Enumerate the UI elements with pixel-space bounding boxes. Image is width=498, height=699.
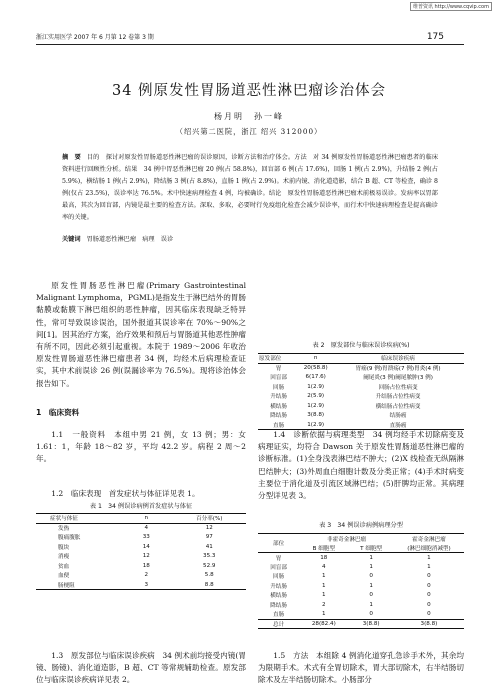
table-cell: 升结肠	[270, 394, 287, 401]
table-cell: 升结肠	[270, 583, 287, 590]
table-row	[258, 591, 464, 601]
table-cell: 1	[427, 563, 431, 570]
table-cell: 回肠占位性病变	[378, 384, 418, 391]
table-cell: 1	[369, 563, 373, 570]
affiliation: （绍兴第二医院，浙江 绍兴 312000）	[175, 127, 323, 136]
table-cell: 腹块	[58, 544, 70, 551]
table-cell: 18	[142, 562, 150, 569]
table-cell: 1	[322, 582, 326, 589]
table-cell: 1(2.9)	[299, 420, 332, 430]
table-row	[36, 571, 246, 581]
table-cell: 3(8.8)	[348, 619, 394, 629]
table-cell: 0	[369, 611, 373, 617]
table-2-header: 临床误诊疾病	[332, 354, 464, 364]
keywords-text: 胃肠道恶性淋巴瘤 病理 误诊	[86, 236, 174, 243]
table-cell: 胃	[275, 555, 282, 562]
table-cell: 14	[142, 543, 150, 550]
table-cell: 回盲部	[270, 564, 287, 571]
table-2	[258, 353, 464, 430]
table-cell: 41	[205, 543, 213, 550]
table-cell: 0	[427, 611, 431, 617]
table-cell: 1	[322, 592, 326, 599]
table-row	[258, 411, 464, 421]
table-cell: 直肠	[258, 420, 299, 430]
table-row	[258, 581, 464, 591]
abstract-text: 目的 探讨对原发性胃肠道恶性淋巴瘤的误诊原因，诊断方法和治疗体会。方法 对 34 例原发性胃肠道恶性淋巴瘤患者的临床资料进行回顾性分析。结果 34 例中胃恶性淋巴瘤 20 例(占 58.8%)，回盲部 6 例(占 17.6%)，回肠 1 例(占 2.9%)，升结肠 2 例(占 5.9%)，横结肠 1 例(占 2.9%)，降结肠 3 例(占 8.8%)，直肠 1 例(占 2.9%)。术前内镜、消化道造影，结合 B 超、CT 等检查，确诊 8 例(仅占 23.5%)，误诊率达 76.5%。术中快速病理检查 4 例，均被确诊。结论 原发性胃肠道恶性淋巴瘤术前极易误诊。发病率以胃部最高，其次为回盲部，内镜是最主要的检查方法。深取、多取，必要时行免疫组化检查会减少误诊率，而行术中快速病理检查是提高确诊率的关键。	[62, 154, 439, 221]
table-row	[36, 533, 246, 543]
table-cell: 2	[322, 601, 326, 608]
table-cell: 血便	[58, 573, 70, 580]
table-cell: 0	[369, 592, 373, 599]
table-cell: 1	[369, 582, 373, 589]
table-cell: 97	[205, 534, 213, 541]
table-row	[36, 552, 246, 562]
table-cell: 3(8.8)	[307, 412, 325, 419]
section-1-5-text: 1.5 方法 本组除 4 例消化道穿孔急诊手术外，其余均为限期手术。术式有全胃切除术，胃大部切除术，右半结肠切除术及左半结肠切除术。小肠部分	[258, 651, 464, 685]
table-3-header: 部位	[258, 534, 299, 553]
table-cell: 3(8.8)	[394, 619, 464, 629]
table-cell: 横结肠	[270, 403, 287, 410]
table-cell: 1(2.9)	[307, 402, 325, 409]
table-row	[258, 392, 464, 402]
table-cell: 35.3	[203, 553, 216, 560]
table-cell: 1	[369, 601, 373, 608]
table-row	[258, 572, 464, 582]
table-cell: 发热	[58, 526, 70, 532]
section-1-4	[258, 429, 464, 502]
table-3-subheader: T 细胞型	[348, 543, 394, 553]
table-cell: 0	[427, 592, 431, 599]
table-3	[258, 533, 464, 629]
table-cell: 3	[120, 580, 173, 590]
table-total-row	[258, 619, 464, 629]
table-row	[36, 580, 246, 590]
table-cell: 横结肠占位性病变	[375, 403, 421, 410]
table-1-header: 百分率(%)	[173, 514, 247, 524]
table-cell: 贫血	[58, 563, 70, 570]
table-cell: 消瘦	[58, 554, 70, 561]
table-cell: 胃	[275, 366, 282, 372]
section-1-1	[36, 429, 246, 466]
table-row	[258, 562, 464, 572]
table-cell: 2(5.9)	[307, 393, 325, 400]
table-cell: 1	[427, 554, 431, 561]
table-3-caption: 表 3 34 例误诊病例病理分型	[319, 522, 403, 529]
table-cell: 12	[142, 553, 150, 560]
table-cell: 1	[322, 611, 326, 617]
table-row	[258, 401, 464, 411]
table-cell: 1	[369, 554, 373, 561]
table-row	[36, 561, 246, 571]
table-1-caption: 表 1 34 例误诊病例首发症状与体征	[89, 503, 193, 510]
table-1-header: n	[120, 514, 173, 524]
table-3-subheader: (淋巴细胞消减型)	[394, 543, 464, 553]
table-cell: 0	[427, 601, 431, 608]
table-cell: 0	[427, 582, 431, 589]
table-cell: 总计	[258, 619, 299, 629]
abstract-label: 摘 要	[62, 154, 81, 161]
table-cell: 0	[427, 573, 431, 580]
journal-header: 浙江实用医学 2007 年 6 月第 12 卷第 3 期	[36, 34, 154, 41]
table-cell: 回肠	[272, 384, 285, 391]
table-cell: 6(17.6)	[305, 374, 326, 381]
table-cell: 20(58.8)	[303, 365, 328, 371]
table-cell: 直肠	[272, 612, 285, 618]
table-cell: 降结肠	[270, 602, 287, 609]
header-rule	[36, 44, 464, 45]
section-1-2-text: 1.2 临床表现 首发症状与体征详见表 1。	[51, 489, 200, 498]
table-cell: 直肠癌	[332, 420, 464, 430]
section-1-2	[36, 488, 246, 500]
table-cell: 1	[322, 573, 326, 580]
table-cell: 52.9	[203, 562, 216, 569]
table-cell: 腹痛腹胀	[58, 535, 81, 542]
table-row	[258, 373, 464, 383]
table-cell: 阑尾炎(3 例)阑尾脓肿(3 例)	[363, 375, 433, 382]
table-cell: 回盲部	[270, 375, 287, 382]
table-2-caption: 表 2 原发部位与临床误诊疾病(%)	[312, 342, 410, 349]
table-2-header: n	[299, 354, 332, 364]
table-cell: 结肠癌	[389, 413, 407, 420]
table-cell: 0	[369, 573, 373, 580]
table-cell: 28(82.4)	[299, 619, 348, 629]
table-cell: 18	[320, 554, 328, 561]
table-cell: 4	[322, 563, 326, 570]
table-cell: 降结肠	[270, 413, 287, 420]
section-1-4-text: 1.4 诊断依据与病理类型 34 例均经手术切除病变及病理证实，均符合 Dawson 关于原发性胃肠道恶性淋巴瘤的诊断标准。(1)全身浅表淋巴结不肿大；(2)X 线检查无纵隔淋巴结肿大；(3)外周血白细胞计数及分类正常；(4)手术时病变主要位于消化道及引流区域淋巴结；(5)肝脾均正常。其病理分型详见表 3。	[258, 430, 464, 501]
article-title: 34 例原发性胃肠道恶性淋巴瘤诊治体会	[111, 83, 387, 99]
keywords-label: 关键词	[62, 236, 81, 243]
table-1	[36, 513, 246, 590]
intro-paragraph	[36, 280, 246, 390]
table-row	[258, 382, 464, 392]
table-3-header: 霍奇金淋巴瘤	[394, 534, 464, 544]
table-cell: 2	[144, 572, 149, 579]
section-1-3	[36, 650, 246, 687]
table-cell: 1(2.9)	[307, 383, 325, 390]
table-row	[258, 553, 464, 563]
table-cell: 8.8	[173, 580, 247, 590]
table-cell: 5.8	[204, 572, 214, 579]
table-row	[36, 523, 246, 533]
table-2-header: 原发部位	[258, 354, 299, 364]
page-number: 175	[426, 32, 444, 42]
section-1-heading: 1 临床资料	[36, 408, 80, 417]
table-cell: 肠梗阻	[36, 580, 120, 590]
table-row	[258, 610, 464, 620]
table-cell: 4	[144, 525, 149, 531]
table-row	[258, 363, 464, 373]
section-1-5	[258, 650, 464, 687]
table-cell: 升结肠占位性病变	[375, 394, 421, 401]
table-cell: 横结肠	[270, 593, 287, 600]
watermark: 维普资讯 http://www.cqvip.com	[410, 2, 492, 11]
authors: 杨月明 孙一峰	[214, 112, 284, 121]
table-cell: 12	[205, 525, 213, 531]
table-cell: 33	[142, 534, 150, 541]
abstract	[62, 152, 438, 224]
table-cell: 胃癌(9 例)胃溃疡(7 例)胃炎(4 例)	[355, 366, 441, 372]
table-3-header: 非霍奇金淋巴瘤	[299, 534, 394, 544]
section-1-3-text: 1.3 原发部位与临床误诊疾病 34 例术前均接受内镜(胃镜、肠镜)、消化道造影，B 超、CT 等常规辅助检查。原发部位与临床误诊疾病详见表 2。	[36, 651, 246, 685]
table-3-subheader: B 细胞型	[299, 543, 348, 553]
intro-text: 原发性胃肠恶性淋巴瘤(Primary Gastrointestinal Malignant Lymphoma，PGML)是指发生于淋巴结外的胃肠黏膜或黏膜下淋巴组织的恶性肿瘤，因其临床表现缺乏特异性，常可导致误诊误治，国外报道其误诊率在 70%～90%之间[1]。因其治疗方案，治疗效果和预后与胃肠道其他恶性肿瘤有所不同，因此必须引起重视。本院于 1989～2006 年收治原发性胃肠道恶性淋巴瘤患者 34 例，均经术后病理检查证实，其中术前误诊 26 例(误漏诊率为 76.5%)。现将诊治体会报告如下。	[36, 281, 246, 388]
table-cell: 回肠	[272, 574, 285, 581]
keywords	[62, 234, 438, 243]
table-row	[36, 542, 246, 552]
table-row	[258, 600, 464, 610]
table-1-header: 症状与体征	[36, 514, 120, 524]
section-1-1-text: 1.1 一般资料 本组中男 21 例，女 13 例；男：女 1.61：1，年龄 18～82 岁，平均 42.2 岁。病程 2 周～2 年。	[36, 430, 246, 464]
